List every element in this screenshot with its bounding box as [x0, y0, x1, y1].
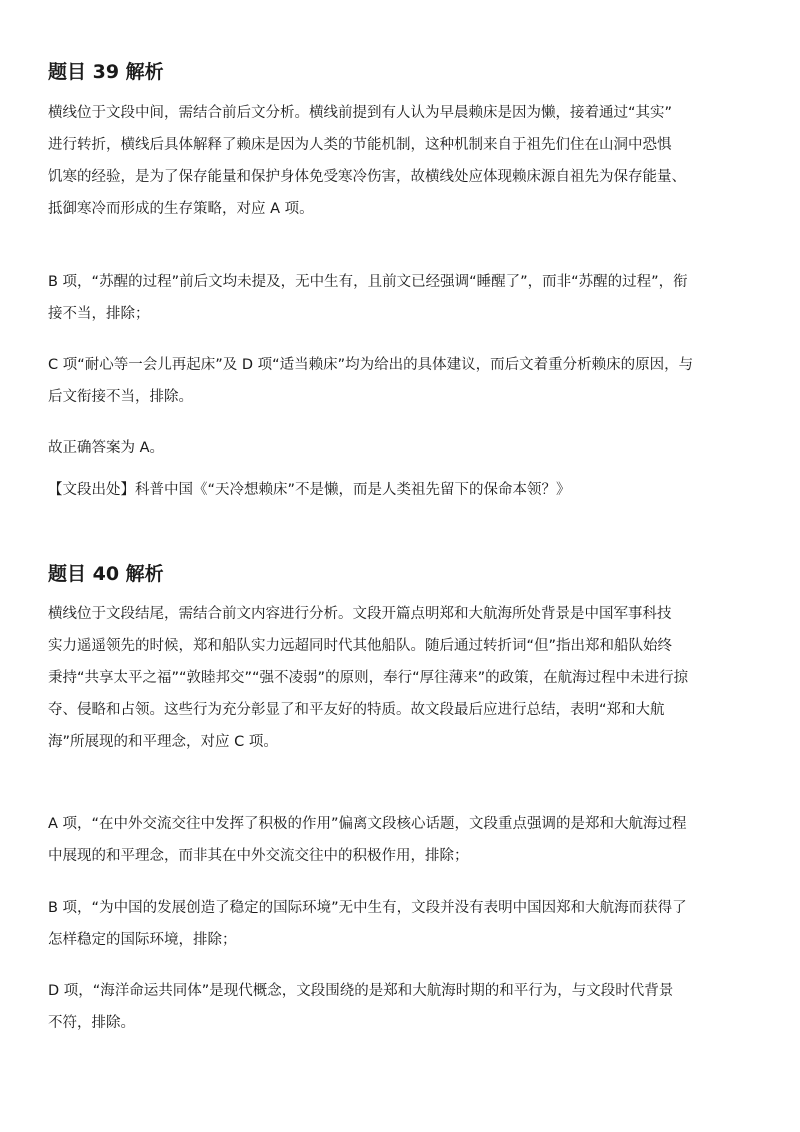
- text-line: 【文段出处】科普中国《“天冷想赖床”不是懒，而是人类祖先留下的保命本领？》: [48, 482, 571, 498]
- text-line: 故正确答案为 A。: [48, 440, 165, 456]
- text-line: 怎样稳定的国际环境，排除；: [48, 932, 237, 948]
- section-40-paragraph-1: [48, 598, 754, 758]
- section-39-option-b: [48, 266, 754, 330]
- text-line: 进行转折，横线后具体解释了赖床是因为人类的节能机制，这种机制来自于祖先们住在山洞中恐惧: [48, 137, 672, 153]
- text-line: 接不当，排除；: [48, 306, 150, 322]
- text-line: 后文衔接不当，排除。: [48, 389, 193, 405]
- text-line: 横线位于文段结尾，需结合前文内容进行分析。文段开篇点明郑和大航海所处背景是中国军事科技: [48, 606, 672, 622]
- section-title-40: 题目 40 解析: [48, 563, 164, 585]
- text-line: 饥寒的经验，是为了保存能量和保护身体免受寒冷伤害，故横线处应体现赖床源自祖先为保存能量、: [48, 169, 686, 185]
- section-39-answer: [48, 432, 754, 464]
- section-39-source: [48, 474, 754, 506]
- section-40-option-a: [48, 808, 754, 872]
- text-line: C 项“耐心等一会儿再起床”及 D 项“适当赖床”均为给出的具体建议，而后文着重分析赖床的原因，与: [48, 357, 694, 373]
- text-line: B 项，“苏醒的过程”前后文均未提及，无中生有，且前文已经强调“睡醒了”，而非“苏醒的过程”，衔: [48, 274, 688, 290]
- text-line: 海”所展现的和平理念，对应 C 项。: [48, 734, 278, 750]
- text-line: 抵御寒冷而形成的生存策略，对应 A 项。: [48, 201, 314, 217]
- text-line: 不符，排除。: [48, 1015, 135, 1031]
- section-40-option-b: [48, 892, 754, 956]
- text-line: A 项，“在中外交流交往中发挥了积极的作用”偏离文段核心话题，文段重点强调的是郑和大航海过程: [48, 816, 687, 832]
- section-39-paragraph-1: [48, 97, 754, 225]
- text-line: 夺、侵略和占领。这些行为充分彰显了和平友好的特质。故文段最后应进行总结，表明“郑和大航: [48, 702, 665, 718]
- section-title-39: 题目 39 解析: [48, 61, 164, 83]
- text-line: 秉持“共享太平之福”“敦睦邦交”“强不凌弱”的原则，奉行“厚往薄来”的政策，在航海过程中未进行掠: [48, 670, 689, 686]
- text-line: 中展现的和平理念，而非其在中外交流交往中的积极作用，排除；: [48, 848, 469, 864]
- text-line: 实力遥遥领先的时候，郑和船队实力远超同时代其他船队。随后通过转折词“但”指出郑和船队始终: [48, 638, 673, 654]
- section-39-option-cd: [48, 349, 754, 413]
- text-line: 横线位于文段中间，需结合前后文分析。横线前提到有人认为早晨赖床是因为懒，接着通过“其实”: [48, 105, 673, 121]
- text-line: D 项，“海洋命运共同体”是现代概念，文段围绕的是郑和大航海时期的和平行为，与文段时代背景: [48, 983, 674, 999]
- text-line: B 项，“为中国的发展创造了稳定的国际环境”无中生有，文段并没有表明中国因郑和大航海而获得了: [48, 900, 687, 916]
- section-40-option-d: [48, 975, 754, 1039]
